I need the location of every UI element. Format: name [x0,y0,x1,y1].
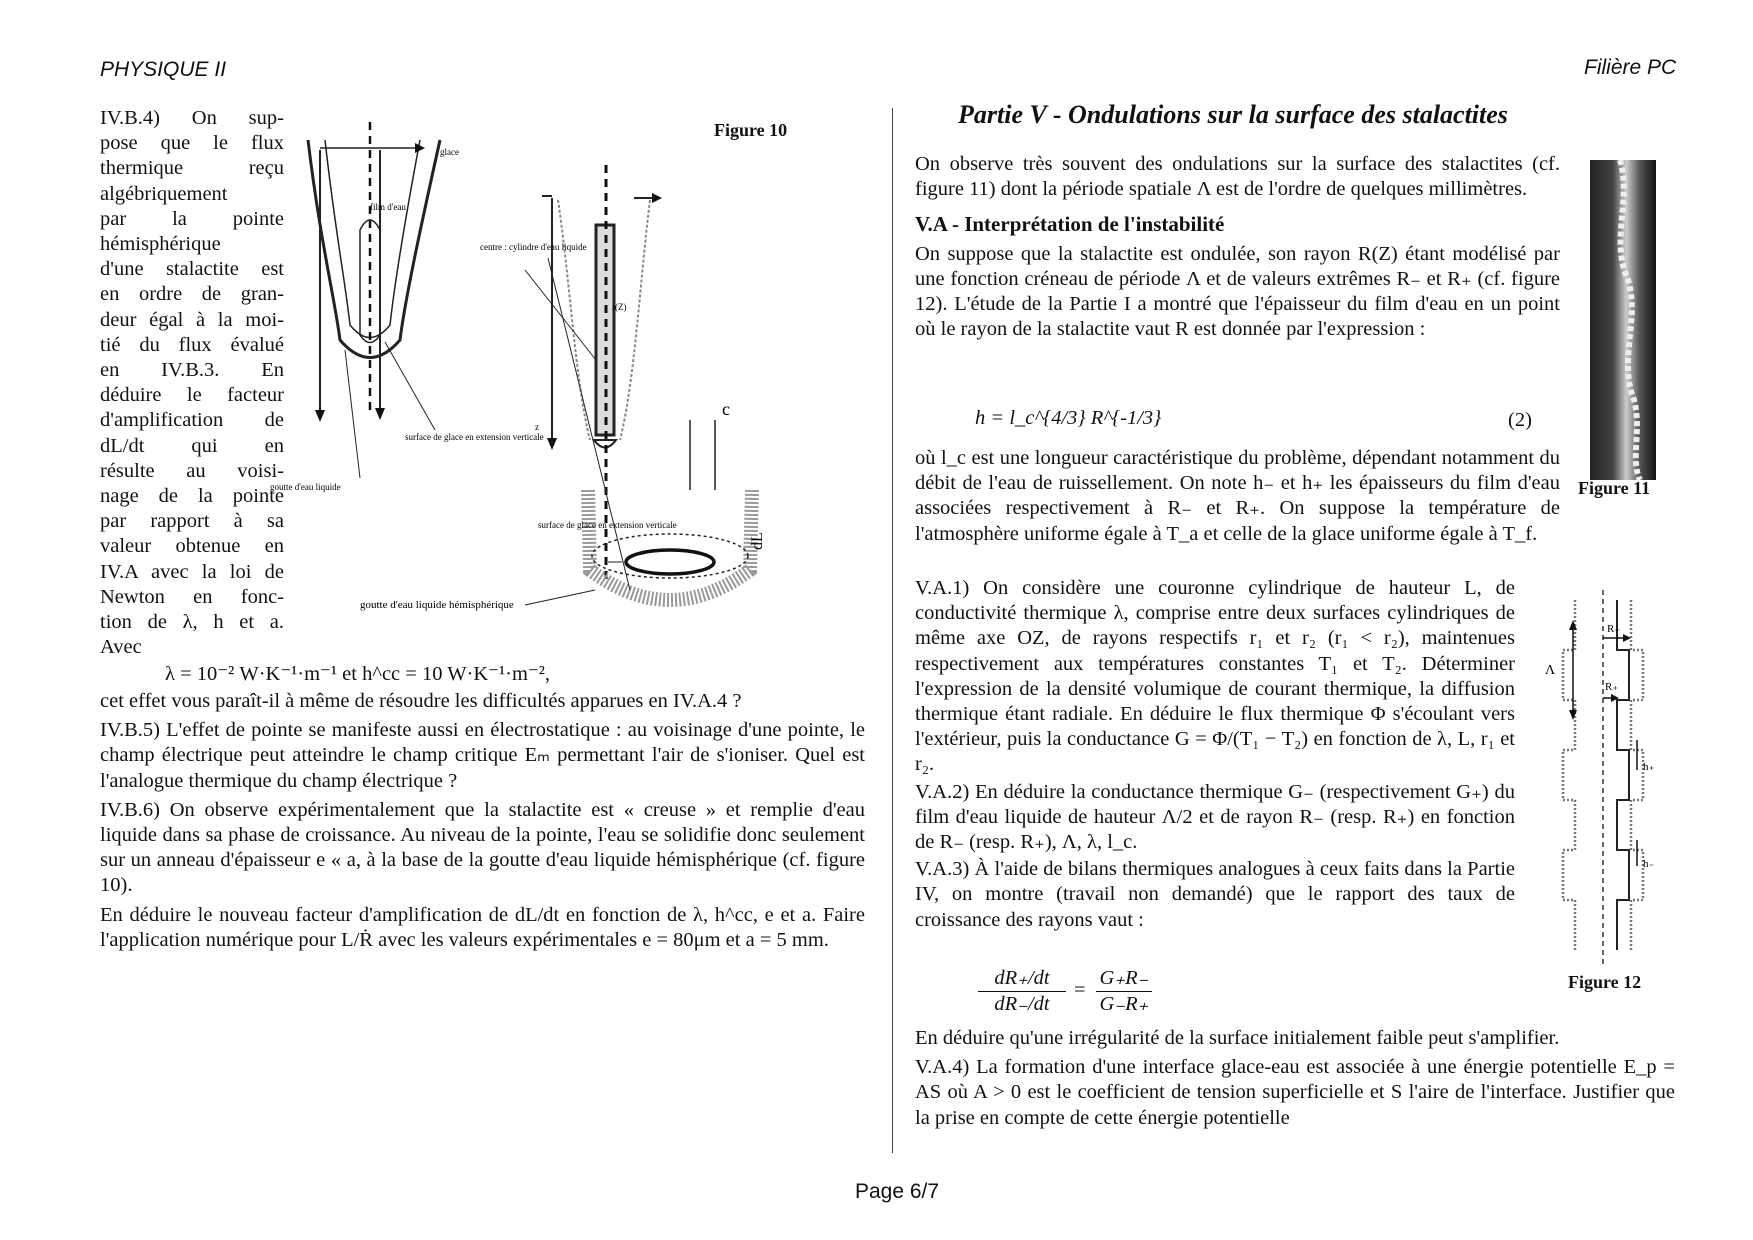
ivb6-paragraph: IV.B.6) On observe expérimentalement que la stalactite est « creuse » et remplie d'eau liquide dans sa phase de croissance. Au niveau de la pointe, l'eau se solidifie donc seulement sur un anneau d'épaisseur e « a, à la base de la goutte d'eau liquide hémisphérique (cf. figure 10). [100,798,865,897]
ivb4-line: d'une stalactite est [100,258,284,281]
ivb4-paragraph [100,106,284,660]
label-goutte-1: goutte d'eau liquide [270,482,341,492]
label-glace: glace [440,147,459,157]
figure10-diagram [270,110,810,630]
page-number: Page 6/7 [855,1180,940,1203]
intro-paragraph: On observe très souvent des ondulations sur la surface des stalactites (cf. figure 11) dont la période spatiale Λ est de l'ordre de quelques millimètres. [915,153,1560,201]
label-goutte-2: goutte d'eau liquide hémisphérique [360,599,514,611]
label-film-eau: film d'eau [370,202,406,212]
running-header-right: Filière PC [1584,56,1677,79]
figure10-caption: Figure 10 [714,120,788,140]
figure12-hminus: h₋ [1643,858,1655,870]
ivb4-line: hémisphérique [100,233,221,256]
va3-paragraph: V.A.3) À l'aide de bilans thermiques analogues à ceux faits dans la Partie IV, on montre (travail non demandé) que le rapport des taux de croissance des rayons vaut : [915,858,1515,931]
fraction-rhs-denominator: G₋R₊ [1099,993,1149,1016]
column-divider [892,108,893,1153]
figure11-photo [1590,160,1656,480]
amplification-paragraph: En déduire qu'une irrégularité de la surface initialement faible peut s'amplifier. [915,1027,1560,1049]
ivb4-line: IV.A avec la loi de [100,560,284,583]
ivb4-line: d'amplification de [100,409,284,432]
equation-2: h = l_c^{4/3} R^{-1/3} [975,407,1162,429]
ivb4-line: dL/dt qui en [100,434,284,457]
ivb4-line: nage de la pointe [100,485,284,508]
ivb4-line: valeur obtenue en [100,535,284,558]
ivb5-paragraph: IV.B.5) L'effet de pointe se manifeste aussi en électrostatique : au voisinage d'une pointe, le champ électrique peut atteindre le champ critique Eₘ permettant l'air de s'ioniser. Quel est l'analogue thermique du champ électrique ? [100,719,865,792]
figure12-lambda: Λ [1545,663,1556,678]
right-top-block [915,152,1560,342]
va4-paragraph: V.A.4) La formation d'une interface glace-eau est associée à une énergie potentielle E_p = AS où A > 0 est le coefficient de tension superficielle et S l'aire de l'interface. Justifier que la prise en compte de cette énergie potentielle [915,1056,1675,1129]
figure12-rplus: R₊ [1605,681,1619,693]
ivb4-line: Avec [100,636,142,659]
ivb4-line: Newton en fonc- [100,585,284,608]
ivb4-line: deur égal à la moi- [100,308,284,331]
ivb4-line: déduire le facteur [100,384,284,407]
ivb4-line: par rapport à sa [100,510,284,533]
equation-2-number: (2) [1508,409,1532,431]
va1-paragraph: V.A.1) On considère une couronne cylindrique de hauteur L, de conductivité thermique λ, comprise entre deux surfaces cylindriques de même axe OZ, de rayons respectifs r₁ et r₂ (r₁ < r₂), maintenues respectivement aux températures constantes T₁ et T₂. Déterminer l'expression de la densité volumique de courant thermique, la diffusion thermique étant radiale. En déduire le flux thermique Φ s'écoulant vers l'extérieur, puis la conductance G = Φ/(T₁ − T₂) en fonction de λ, L, r₁ et r₂. [915,577,1515,776]
constants-equation: λ = 10⁻² W·K⁻¹·m⁻¹ et h^cc = 10 W·K⁻¹·m⁻², [165,663,551,685]
fraction-lhs [978,966,1066,1017]
film-thickness-paragraph: où l_c est une longueur caractéristique du problème, dépendant notamment du débit de l'eau de ruissellement. On note h₋ et h₊ les épaisseurs du film d'eau associées respectivement à R₋ et R₊. On suppose la température de l'atmosphère uniforme égale à T_a et celle de la glace uniforme égale à T_f. [915,447,1560,545]
part-v-title: Partie V - Ondulations sur la surface des stalactites [958,100,1508,129]
ivb4-line: en IV.B.3. En [100,359,284,382]
ivb4-line: résulte au voisi- [100,459,284,482]
figure12-diagram [1535,590,1685,970]
equals-sign: = [1074,979,1086,1001]
label-dl: dL [749,532,766,550]
label-surface-glace-1: surface de glace en extension verticale [405,432,544,442]
ivb4-line: thermique reçu [100,157,284,180]
final-paragraph: En déduire le nouveau facteur d'amplification de dL/dt en fonction de λ, h^cc, e et a. Faire l'application numérique pour L/Ṙ avec les valeurs expérimentales e = 80μm et a = 5 mm. [100,903,865,951]
after-constants-paragraph: cet effet vous paraît-il à même de résoudre les difficultés apparues en IV.A.4 ? [100,690,742,712]
ivb4-line: tion de λ, h et a. [100,611,284,634]
fraction-rhs [1096,966,1152,1017]
label-surface-glace-2: surface de glace en extension verticale [538,520,677,530]
fraction-lhs-numerator: dR₊/dt [978,966,1066,992]
ivb4-line: par la pointe [100,207,284,230]
running-header-left: PHYSIQUE II [100,58,227,81]
ivb4-line: IV.B.4) On sup- [100,107,284,129]
figure11-caption: Figure 11 [1578,478,1651,498]
va2-paragraph: V.A.2) En déduire la conductance thermique G₋ (respectivement G₊) du film d'eau liquide de hauteur Λ/2 et de rayon R₋ (resp. R₊) en fonction de R₋ (resp. R₊), Λ, λ, l_c. [915,780,1515,854]
ivb4-line: tié du flux évalué [100,333,284,356]
stalactite-outer-outline [308,140,440,358]
ivb4-line: en ordre de gran- [100,283,284,306]
figure12-hplus: h₊ [1643,761,1655,773]
va-intro-paragraph: On suppose que la stalactite est ondulée, son rayon R(Z) étant modélisé par une fonction créneau de période Λ et de valeurs extrêmes R₋ et R₊ (cf. figure 12). L'étude de la Partie I a montré que l'épaisseur du film d'eau en un point où le rayon de la stalactite vaut R est donnée par l'expression : [915,242,1560,341]
fraction-rhs-numerator: G₊R₋ [1096,966,1152,992]
ivb4-line: pose que le flux [100,132,284,155]
label-rz: r(Z) [612,302,627,312]
label-z: z [535,422,539,432]
ice-ring [626,550,714,574]
hemispherical-droplet [588,490,752,600]
ivb4-line: algébriquement [100,182,228,205]
figure12-rminus: R₋ [1607,623,1621,635]
fraction-lhs-denominator: dR₋/dt [994,993,1050,1016]
figure12-caption: Figure 12 [1568,972,1642,992]
label-centre-cylindre: centre : cylindre d'eau liquide [480,242,587,252]
section-va-title: V.A - Interprétation de l'instabilité [915,212,1225,237]
label-c: c [722,399,730,419]
